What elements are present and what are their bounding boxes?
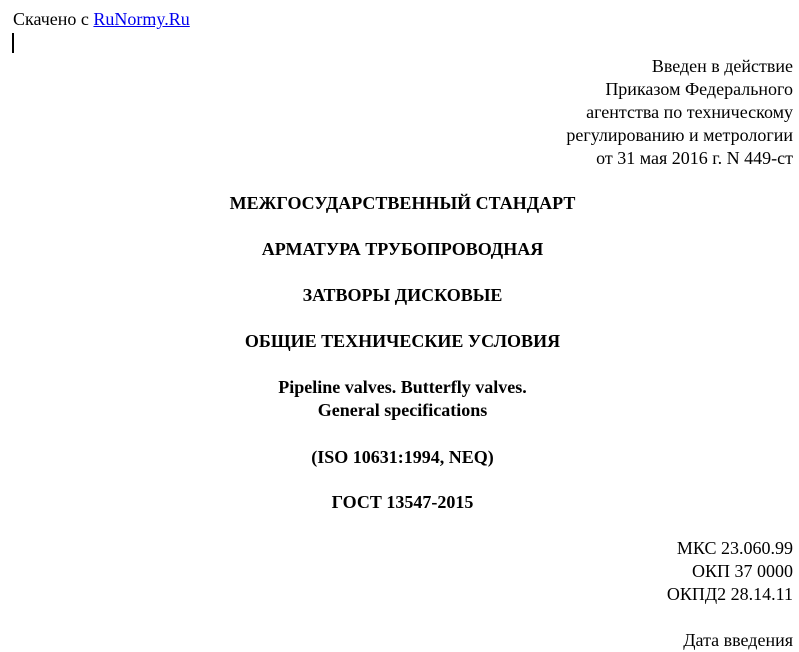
source-note bbox=[13, 8, 190, 31]
okpd2-code: ОКПД2 28.14.11 bbox=[666, 584, 793, 604]
standard-type-heading: МЕЖГОСУДАРСТВЕННЫЙ СТАНДАРТ bbox=[229, 193, 576, 213]
okp-code: ОКП 37 0000 bbox=[691, 561, 793, 581]
english-title bbox=[0, 376, 799, 422]
mks-code: МКС 23.060.99 bbox=[676, 538, 793, 558]
approval-line: Введен в действие bbox=[651, 56, 793, 76]
intro-date-label: Дата введения bbox=[683, 630, 793, 650]
source-note-prefix: Скачено с bbox=[13, 9, 94, 29]
approval-line: регулированию и метрологии bbox=[566, 125, 793, 145]
classification-codes bbox=[667, 537, 793, 606]
approval-line: от 31 мая 2016 г. N 449-ст bbox=[596, 148, 793, 168]
subject-heading: АРМАТУРА ТРУБОПРОВОДНАЯ bbox=[261, 239, 544, 259]
approval-line: Приказом Федерального bbox=[605, 79, 793, 99]
conditions-heading: ОБЩИЕ ТЕХНИЧЕСКИЕ УСЛОВИЯ bbox=[244, 331, 561, 351]
gost-number: ГОСТ 13547-2015 bbox=[331, 492, 474, 512]
approval-line: агентства по техническому bbox=[586, 102, 793, 122]
english-title-line: General specifications bbox=[317, 400, 488, 420]
iso-reference: (ISO 10631:1994, NEQ) bbox=[311, 447, 494, 467]
english-title-line: Pipeline valves. Butterfly valves. bbox=[278, 377, 527, 397]
product-heading: ЗАТВОРЫ ДИСКОВЫЕ bbox=[302, 285, 503, 305]
source-link[interactable]: RuNormy.Ru bbox=[93, 9, 190, 29]
approval-block bbox=[566, 55, 793, 170]
text-cursor bbox=[12, 33, 14, 53]
